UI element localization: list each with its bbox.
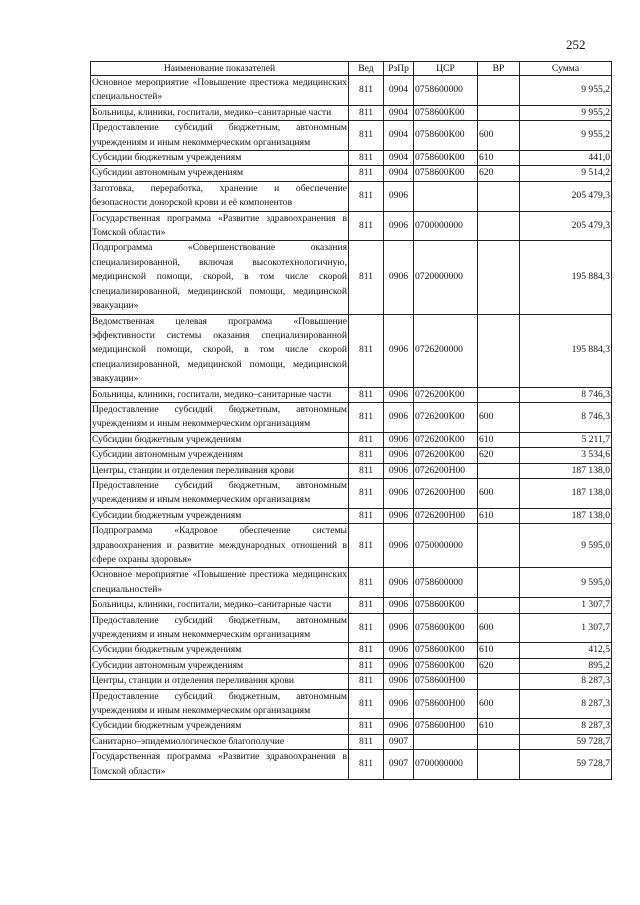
row-vr-cell: 600 xyxy=(478,613,520,643)
row-name-cell: Субсидии автономным учреждениям xyxy=(91,166,349,181)
row-vr-cell xyxy=(478,568,520,598)
row-sum-cell: 8 287,3 xyxy=(520,674,612,689)
row-rzpr-cell: 0904 xyxy=(384,151,414,166)
row-ved-cell: 811 xyxy=(349,76,384,106)
row-sum-cell: 9 514,2 xyxy=(520,166,612,181)
row-csr-cell: 0700000000 xyxy=(414,211,478,241)
row-rzpr-cell: 0906 xyxy=(384,478,414,508)
row-sum-cell: 8 746,3 xyxy=(520,402,612,432)
row-rzpr-cell: 0906 xyxy=(384,387,414,402)
table-row xyxy=(91,76,612,106)
row-name-cell: Государственная программа «Развитие здравоохранения в Томской области» xyxy=(91,211,349,241)
row-rzpr-cell: 0906 xyxy=(384,719,414,734)
row-vr-cell: 600 xyxy=(478,478,520,508)
row-sum-cell: 9 955,2 xyxy=(520,76,612,106)
row-rzpr-cell: 0906 xyxy=(384,241,414,314)
row-sum-cell: 205 479,3 xyxy=(520,211,612,241)
row-sum-cell: 9 595,0 xyxy=(520,524,612,568)
row-csr-cell: 0758600Н00 xyxy=(414,689,478,719)
table-row xyxy=(91,568,612,598)
row-ved-cell: 811 xyxy=(349,734,384,749)
row-ved-cell: 811 xyxy=(349,689,384,719)
row-name-cell: Субсидии бюджетным учреждениям xyxy=(91,643,349,658)
row-sum-cell: 195 884,3 xyxy=(520,314,612,387)
row-rzpr-cell: 0906 xyxy=(384,211,414,241)
row-csr-cell: 0758600Н00 xyxy=(414,674,478,689)
row-vr-cell: 610 xyxy=(478,643,520,658)
row-sum-cell: 5 211,7 xyxy=(520,432,612,447)
row-rzpr-cell: 0906 xyxy=(384,463,414,478)
row-sum-cell: 895,2 xyxy=(520,658,612,673)
row-name-cell: Подпрограмма «Совершенствование оказания специализированной, включая высокотехнологичную, медицинской помощи, скорой, в том числе скорой специализированной, медицинской помощи, медицинской эвакуации» xyxy=(91,241,349,314)
row-rzpr-cell: 0904 xyxy=(384,105,414,120)
row-vr-cell xyxy=(478,314,520,387)
row-ved-cell: 811 xyxy=(349,613,384,643)
table-row xyxy=(91,166,612,181)
row-sum-cell: 205 479,3 xyxy=(520,181,612,211)
row-vr-cell xyxy=(478,76,520,106)
row-vr-cell xyxy=(478,241,520,314)
row-vr-cell: 620 xyxy=(478,658,520,673)
page-number: 252 xyxy=(566,37,586,52)
table-row xyxy=(91,674,612,689)
row-rzpr-cell: 0906 xyxy=(384,432,414,447)
row-ved-cell: 811 xyxy=(349,463,384,478)
row-name-cell: Ведомственная целевая программа «Повышение эффективности системы оказания специализированной медицинской помощи, скорой, в том числе скорой специализированной, медицинской помощи, медицинской эвакуации» xyxy=(91,314,349,387)
row-rzpr-cell: 0906 xyxy=(384,568,414,598)
table-row xyxy=(91,402,612,432)
row-csr-cell: 0758600Н00 xyxy=(414,719,478,734)
table-row xyxy=(91,314,612,387)
row-ved-cell: 811 xyxy=(349,432,384,447)
column-header-csr: ЦСР xyxy=(414,62,478,76)
row-csr-cell: 0758600К00 xyxy=(414,166,478,181)
table-row xyxy=(91,613,612,643)
table-row xyxy=(91,478,612,508)
row-rzpr-cell: 0906 xyxy=(384,689,414,719)
row-ved-cell: 811 xyxy=(349,181,384,211)
row-csr-cell: 0700000000 xyxy=(414,750,478,780)
row-ved-cell: 811 xyxy=(349,524,384,568)
row-name-cell: Предоставление субсидий бюджетным, автономным учреждениям и иным некоммерческим организациям xyxy=(91,478,349,508)
row-sum-cell: 59 728,7 xyxy=(520,750,612,780)
table-row xyxy=(91,151,612,166)
row-ved-cell: 811 xyxy=(349,211,384,241)
row-ved-cell: 811 xyxy=(349,241,384,314)
row-sum-cell: 1 307,7 xyxy=(520,598,612,613)
table-header-row xyxy=(91,62,612,76)
row-rzpr-cell: 0904 xyxy=(384,76,414,106)
row-name-cell: Центры, станции и отделения переливания крови xyxy=(91,463,349,478)
row-sum-cell: 3 534,6 xyxy=(520,448,612,463)
row-sum-cell: 9 595,0 xyxy=(520,568,612,598)
row-rzpr-cell: 0906 xyxy=(384,613,414,643)
row-name-cell: Основное мероприятие «Повышение престижа медицинских специальностей» xyxy=(91,76,349,106)
row-name-cell: Предоставление субсидий бюджетным, автономным учреждениям и иным некоммерческим организациям xyxy=(91,402,349,432)
table-row xyxy=(91,750,612,780)
row-name-cell: Центры, станции и отделения переливания крови xyxy=(91,674,349,689)
row-rzpr-cell: 0906 xyxy=(384,181,414,211)
table-row xyxy=(91,463,612,478)
row-csr-cell: 0758600000 xyxy=(414,76,478,106)
row-sum-cell: 195 884,3 xyxy=(520,241,612,314)
row-vr-cell xyxy=(478,734,520,749)
row-ved-cell: 811 xyxy=(349,598,384,613)
row-sum-cell: 9 955,2 xyxy=(520,105,612,120)
row-ved-cell: 811 xyxy=(349,719,384,734)
row-ved-cell: 811 xyxy=(349,387,384,402)
row-sum-cell: 187 138,0 xyxy=(520,478,612,508)
row-rzpr-cell: 0907 xyxy=(384,750,414,780)
table-body xyxy=(91,76,612,780)
column-header-name: Наименование показателей xyxy=(91,62,349,76)
column-header-sum: Сумма xyxy=(520,62,612,76)
row-name-cell: Субсидии бюджетным учреждениям xyxy=(91,151,349,166)
row-csr-cell: 0726200К00 xyxy=(414,402,478,432)
table-row xyxy=(91,121,612,151)
row-rzpr-cell: 0906 xyxy=(384,674,414,689)
row-sum-cell: 187 138,0 xyxy=(520,508,612,523)
row-ved-cell: 811 xyxy=(349,478,384,508)
row-ved-cell: 811 xyxy=(349,568,384,598)
table-row xyxy=(91,508,612,523)
row-csr-cell: 0726200К00 xyxy=(414,387,478,402)
row-name-cell: Субсидии автономным учреждениям xyxy=(91,448,349,463)
row-vr-cell: 600 xyxy=(478,689,520,719)
budget-table xyxy=(90,61,612,780)
row-name-cell: Основное мероприятие «Повышение престижа медицинских специальностей» xyxy=(91,568,349,598)
row-rzpr-cell: 0906 xyxy=(384,524,414,568)
row-csr-cell: 0726200Н00 xyxy=(414,478,478,508)
row-rzpr-cell: 0904 xyxy=(384,121,414,151)
row-rzpr-cell: 0906 xyxy=(384,643,414,658)
row-sum-cell: 8 287,3 xyxy=(520,719,612,734)
table-row xyxy=(91,105,612,120)
row-name-cell: Субсидии автономным учреждениям xyxy=(91,658,349,673)
row-rzpr-cell: 0906 xyxy=(384,508,414,523)
table-row xyxy=(91,734,612,749)
row-ved-cell: 811 xyxy=(349,508,384,523)
row-sum-cell: 441,0 xyxy=(520,151,612,166)
row-sum-cell: 1 307,7 xyxy=(520,613,612,643)
row-ved-cell: 811 xyxy=(349,750,384,780)
row-csr-cell: 0726200Н00 xyxy=(414,508,478,523)
column-header-vr: ВР xyxy=(478,62,520,76)
row-csr-cell: 0750000000 xyxy=(414,524,478,568)
row-name-cell: Больницы, клиники, госпитали, медико–санитарные части xyxy=(91,598,349,613)
row-rzpr-cell: 0906 xyxy=(384,658,414,673)
row-name-cell: Предоставление субсидий бюджетным, автономным учреждениям и иным некоммерческим организациям xyxy=(91,689,349,719)
row-vr-cell: 620 xyxy=(478,448,520,463)
row-csr-cell xyxy=(414,181,478,211)
row-name-cell: Заготовка, переработка, хранение и обеспечение безопасности донорской крови и её компонентов xyxy=(91,181,349,211)
row-name-cell: Больницы, клиники, госпитали, медико–санитарные части xyxy=(91,105,349,120)
table-row xyxy=(91,432,612,447)
row-ved-cell: 811 xyxy=(349,402,384,432)
table-row xyxy=(91,241,612,314)
row-name-cell: Больницы, клиники, госпитали, медико–санитарные части xyxy=(91,387,349,402)
row-vr-cell xyxy=(478,387,520,402)
row-csr-cell: 0726200000 xyxy=(414,314,478,387)
row-sum-cell: 8 287,3 xyxy=(520,689,612,719)
row-name-cell: Субсидии бюджетным учреждениям xyxy=(91,432,349,447)
row-vr-cell xyxy=(478,750,520,780)
row-sum-cell: 412,5 xyxy=(520,643,612,658)
row-vr-cell xyxy=(478,598,520,613)
row-ved-cell: 811 xyxy=(349,314,384,387)
row-vr-cell: 610 xyxy=(478,432,520,447)
row-rzpr-cell: 0906 xyxy=(384,598,414,613)
row-sum-cell: 59 728,7 xyxy=(520,734,612,749)
row-vr-cell: 600 xyxy=(478,121,520,151)
row-name-cell: Подпрограмма «Кадровое обеспечение системы здравоохранения и развитие международных отношений в сфере охраны здоровья» xyxy=(91,524,349,568)
row-name-cell: Предоставление субсидий бюджетным, автономным учреждениям и иным некоммерческим организациям xyxy=(91,613,349,643)
row-ved-cell: 811 xyxy=(349,151,384,166)
row-csr-cell: 0720000000 xyxy=(414,241,478,314)
table-row xyxy=(91,719,612,734)
column-header-rzpr: РзПр xyxy=(384,62,414,76)
row-name-cell: Субсидии бюджетным учреждениям xyxy=(91,719,349,734)
row-csr-cell: 0758600000 xyxy=(414,568,478,598)
row-csr-cell xyxy=(414,734,478,749)
row-csr-cell: 0758600К00 xyxy=(414,598,478,613)
table-row xyxy=(91,643,612,658)
row-csr-cell: 0758600К00 xyxy=(414,658,478,673)
table-row xyxy=(91,658,612,673)
row-name-cell: Субсидии бюджетным учреждениям xyxy=(91,508,349,523)
table-row xyxy=(91,524,612,568)
row-vr-cell xyxy=(478,524,520,568)
table-row xyxy=(91,181,612,211)
row-ved-cell: 811 xyxy=(349,105,384,120)
column-header-ved: Вед xyxy=(349,62,384,76)
row-sum-cell: 8 746,3 xyxy=(520,387,612,402)
row-vr-cell: 610 xyxy=(478,151,520,166)
row-csr-cell: 0758600К00 xyxy=(414,105,478,120)
row-name-cell: Санитарно–эпидемиологическое благополучие xyxy=(91,734,349,749)
row-rzpr-cell: 0906 xyxy=(384,448,414,463)
row-ved-cell: 811 xyxy=(349,674,384,689)
row-csr-cell: 0758600К00 xyxy=(414,121,478,151)
row-csr-cell: 0758600К00 xyxy=(414,643,478,658)
row-vr-cell: 620 xyxy=(478,166,520,181)
row-name-cell: Предоставление субсидий бюджетным, автономным учреждениям и иным некоммерческим организациям xyxy=(91,121,349,151)
row-csr-cell: 0758600К00 xyxy=(414,151,478,166)
row-rzpr-cell: 0906 xyxy=(384,314,414,387)
row-vr-cell xyxy=(478,105,520,120)
table-row xyxy=(91,689,612,719)
row-csr-cell: 0726200Н00 xyxy=(414,463,478,478)
row-rzpr-cell: 0904 xyxy=(384,166,414,181)
row-vr-cell: 610 xyxy=(478,719,520,734)
row-name-cell: Государственная программа «Развитие здравоохранения в Томской области» xyxy=(91,750,349,780)
row-csr-cell: 0726200К00 xyxy=(414,448,478,463)
row-sum-cell: 187 138,0 xyxy=(520,463,612,478)
table-row xyxy=(91,211,612,241)
row-rzpr-cell: 0906 xyxy=(384,402,414,432)
row-vr-cell xyxy=(478,211,520,241)
table-row xyxy=(91,598,612,613)
row-vr-cell xyxy=(478,674,520,689)
row-ved-cell: 811 xyxy=(349,448,384,463)
table-row xyxy=(91,448,612,463)
row-csr-cell: 0726200К00 xyxy=(414,432,478,447)
row-rzpr-cell: 0907 xyxy=(384,734,414,749)
row-ved-cell: 811 xyxy=(349,166,384,181)
row-vr-cell xyxy=(478,181,520,211)
row-vr-cell: 610 xyxy=(478,508,520,523)
table-row xyxy=(91,387,612,402)
row-vr-cell: 600 xyxy=(478,402,520,432)
row-ved-cell: 811 xyxy=(349,658,384,673)
row-vr-cell xyxy=(478,463,520,478)
row-ved-cell: 811 xyxy=(349,121,384,151)
row-sum-cell: 9 955,2 xyxy=(520,121,612,151)
row-ved-cell: 811 xyxy=(349,643,384,658)
row-csr-cell: 0758600К00 xyxy=(414,613,478,643)
